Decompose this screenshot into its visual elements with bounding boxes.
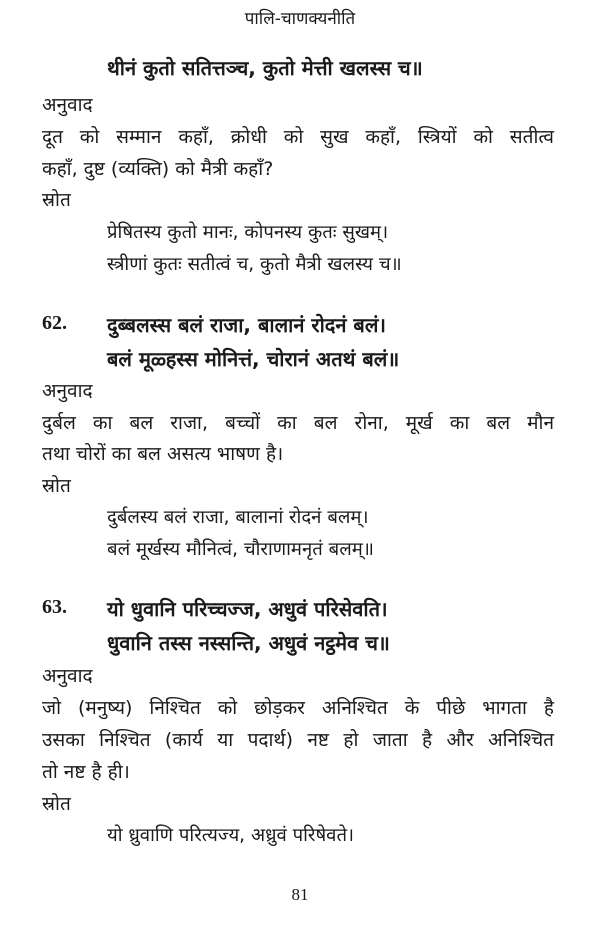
source-line: स्त्रीणां कुतः सतीत्वं च, कुतो मैत्री खलस्य च॥ xyxy=(107,254,402,275)
translation-line: उसका निश्चित (कार्य या पदार्थ) नष्ट हो जाता है और अनिश्चित xyxy=(42,729,554,751)
translation-label: अनुवाद xyxy=(42,380,93,402)
translation-line: कहाँ, दुष्ट (व्यक्ति) को मैत्री कहाँ? xyxy=(42,158,274,180)
translation-line: दूत को सम्मान कहाँ, क्रोधी को सुख कहाँ, स्त्रियों को सतीत्व xyxy=(42,126,554,148)
verse-62-line: बलं मूळ्हस्स मोनित्तं, चोरानं अतथं बलं॥ xyxy=(107,347,400,371)
verse-number: 62. xyxy=(42,312,67,334)
source-line: प्रेषितस्य कुतो मानः, कोपनस्य कुतः सुखम्। xyxy=(107,222,389,243)
source-label: स्रोत xyxy=(42,793,71,815)
translation-line: तथा चोरों का बल असत्य भाषण है। xyxy=(42,443,284,465)
source-label: स्रोत xyxy=(42,475,71,497)
verse-61-line: थीनं कुतो सतित्तञ्च, कुतो मेत्ती खलस्स च॥ xyxy=(107,56,423,80)
page-number: 81 xyxy=(291,885,309,904)
translation-line: जो (मनुष्य) निश्चित को छोड़कर अनिश्चित के पीछे भागता है xyxy=(42,697,554,719)
verse-63-line: यो धुवानि परिच्चज्ज, अधुवं परिसेवति। xyxy=(107,597,388,621)
translation-line: दुर्बल का बल राजा, बच्चों का बल रोना, मूर्ख का बल मौन xyxy=(42,412,554,434)
source-line: बलं मूर्खस्य मौनित्वं, चौराणामनृतं बलम्॥ xyxy=(107,539,374,560)
translation-label: अनुवाद xyxy=(42,665,93,687)
verse-number: 63. xyxy=(42,596,67,618)
translation-line: तो नष्ट है ही। xyxy=(42,761,130,783)
running-header: पालि-चाणक्यनीति xyxy=(244,9,356,29)
translation-label: अनुवाद xyxy=(42,94,93,116)
verse-63-line: धुवानि तस्स नस्सन्ति, अधुवं नट्ठमेव च॥ xyxy=(107,631,390,655)
source-label: स्रोत xyxy=(42,189,71,211)
source-line: दुर्बलस्य बलं राजा, बालानां रोदनं बलम्। xyxy=(107,507,369,528)
verse-62-line: दुब्बलस्स बलं राजा, बालानं रोदनं बलं। xyxy=(107,313,386,337)
source-line: यो ध्रुवाणि परित्यज्य, अध्रुवं परिषेवते। xyxy=(107,825,355,846)
